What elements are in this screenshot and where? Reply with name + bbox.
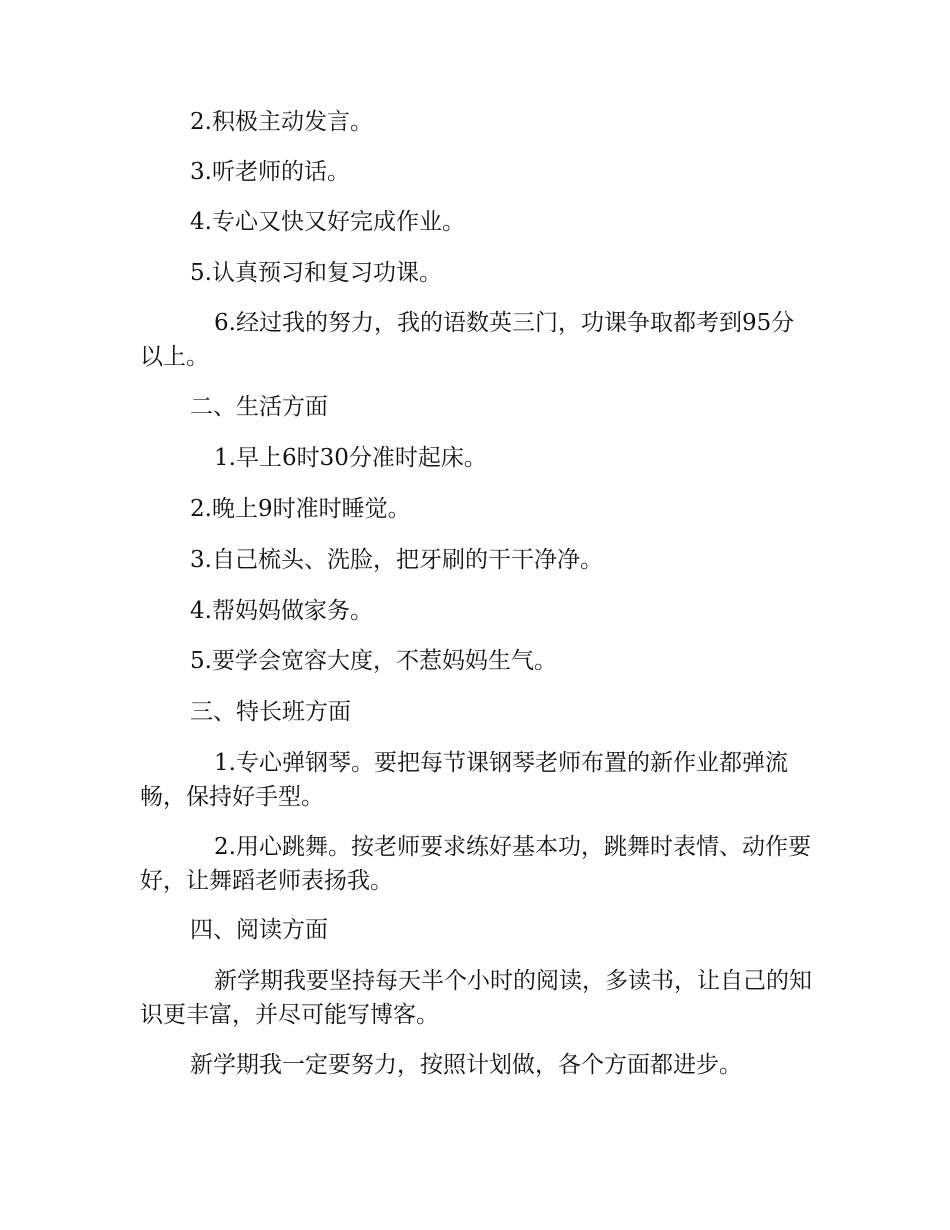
paragraph: 6.经过我的努力，我的语数英三门，功课争取都考到95分以上。	[140, 310, 795, 370]
paragraph: 2.积极主动发言。	[190, 109, 373, 135]
paragraph: 4.帮妈妈做家务。	[190, 598, 373, 624]
section-heading: 三、特长班方面	[190, 699, 351, 725]
paragraph: 3.自己梳头、洗脸，把牙刷的干干净净。	[190, 547, 603, 573]
paragraph: 5.认真预习和复习功课。	[190, 260, 442, 286]
paragraph: 4.专心又快又好完成作业。	[190, 209, 465, 235]
paragraph: 1.专心弹钢琴。要把每节课钢琴老师布置的新作业都弹流畅，保持好手型。	[140, 750, 788, 810]
paragraph: 5.要学会宽容大度，不惹妈妈生气。	[190, 648, 557, 674]
paragraph: 新学期我要坚持每天半个小时的阅读，多读书，让自己的知识更丰富，并尽可能写博客。	[140, 968, 812, 1028]
paragraph: 新学期我一定要努力，按照计划做，各个方面都进步。	[190, 1052, 742, 1078]
section-heading: 二、生活方面	[190, 394, 328, 420]
section-heading: 四、阅读方面	[190, 917, 328, 943]
paragraph: 1.早上6时30分准时起床。	[214, 445, 487, 471]
paragraph: 2.晚上9时准时睡觉。	[190, 496, 411, 522]
paragraph: 2.用心跳舞。按老师要求练好基本功，跳舞时表情、动作要好，让舞蹈老师表扬我。	[140, 834, 811, 894]
paragraph: 3.听老师的话。	[190, 159, 350, 185]
